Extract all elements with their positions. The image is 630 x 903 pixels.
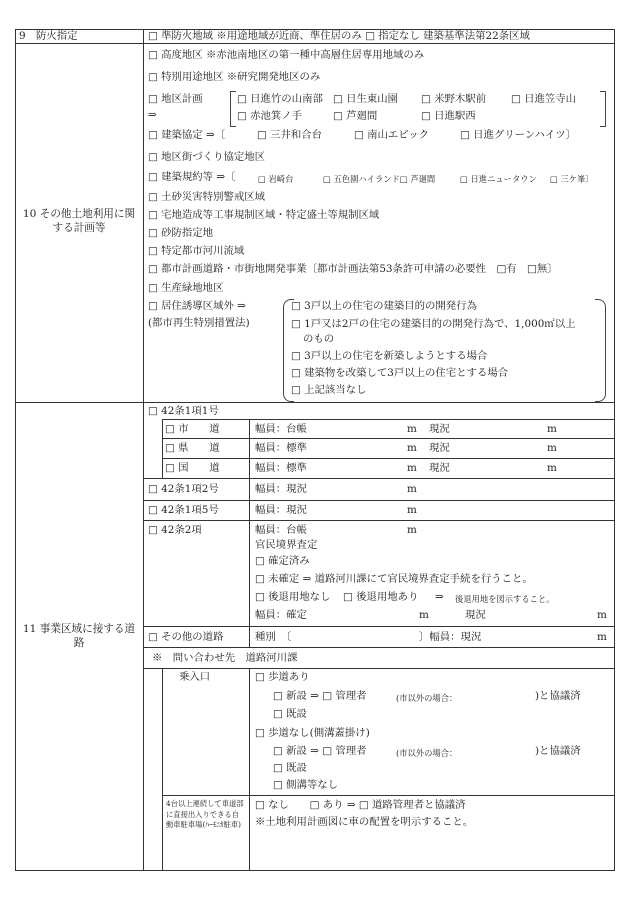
- rule: [15, 402, 615, 403]
- rule: [15, 29, 16, 871]
- width-register-label: 幅員：台帳: [255, 423, 307, 435]
- section-11-title: 11 事業区域に接する道路: [22, 623, 136, 649]
- manager-note: (市以外の場合：: [396, 693, 458, 703]
- sidewalk-no-checkbox[interactable]: □ 歩道なし(側溝蓋掛け): [255, 727, 370, 739]
- road-42-2-checkbox[interactable]: □ 42条2項: [148, 524, 202, 536]
- parking-note: ※土地利用計画図に車の配置を明示すること。: [255, 816, 474, 828]
- manager-note: (市以外の場合：: [396, 748, 458, 758]
- rule: [162, 458, 615, 459]
- community-agreement-checkbox[interactable]: □ 地区街づくり協定地区: [148, 151, 266, 163]
- induction-option-1[interactable]: □ 3戸以上の住宅の建築目的の開発行為: [291, 300, 477, 312]
- road-42-1-1-checkbox[interactable]: □ 42条1項1号: [148, 405, 219, 417]
- induction-option-3[interactable]: □ 3戸以上の住宅を新築しようとする場合: [291, 350, 488, 362]
- width-register-label: 幅員：台帳: [255, 524, 307, 536]
- district-plan-takenoyama[interactable]: □ 日進竹の山南部: [237, 93, 323, 105]
- rule: [614, 29, 615, 871]
- bracket-left: [230, 91, 236, 127]
- rule: [162, 795, 615, 796]
- building-agreement-checkbox[interactable]: □ 建築協定 ⇒〔: [148, 129, 226, 141]
- new-construction-checkbox[interactable]: □ 新設 ⇒ □ 管理者: [273, 690, 367, 702]
- building-rules-checkbox[interactable]: □ 建築規約等 ⇒〔: [148, 171, 236, 183]
- urban-river-basin-checkbox[interactable]: □ 特定都市河川流域: [148, 245, 245, 257]
- prefectural-road-checkbox[interactable]: □ 県 道: [165, 442, 220, 454]
- rules-iwasakidai[interactable]: □ 岩崎台: [258, 174, 294, 184]
- district-plan-checkbox[interactable]: □ 地区計画: [148, 93, 203, 105]
- residential-induction-checkbox[interactable]: □ 居住誘導区域外 ⇒: [148, 300, 246, 312]
- width-confirmed-label: 幅員：確定: [255, 609, 307, 621]
- unit-m: m: [547, 462, 557, 474]
- rule: [162, 419, 615, 420]
- current-label: 現況: [429, 442, 450, 454]
- unit-m: m: [407, 483, 417, 495]
- boundary-confirmed-checkbox[interactable]: □ 確定済み: [255, 555, 310, 567]
- driveway-label: 乗入口: [179, 671, 211, 683]
- unit-m: m: [407, 504, 417, 516]
- district-plan-arrow: ⇒: [148, 109, 157, 121]
- rule: [143, 668, 615, 669]
- sidewalk-yes-checkbox[interactable]: □ 歩道あり: [255, 671, 310, 683]
- current-label: 現況: [429, 423, 450, 435]
- contact-note: ※ 問い合わせ先 道路河川課: [152, 652, 298, 664]
- width-current-label: 幅員：現況: [255, 504, 307, 516]
- land-development-zone-checkbox[interactable]: □ 宅地造成等工事規制区域・特定盛土等規制区域: [148, 209, 380, 221]
- fire-prevention-options: □ 準防火地域 ※用途地域が近商、準住居のみ □ 指定なし 建築基準法第22条区域: [148, 30, 530, 42]
- unit-m: m: [547, 442, 557, 454]
- rule: [143, 626, 615, 627]
- setback-exists-checkbox[interactable]: □ 後退用地あり: [343, 591, 419, 603]
- setback-note: 後退用地を図示すること。: [455, 594, 555, 604]
- consulted-label: )と協議済: [535, 745, 581, 757]
- induction-option-4[interactable]: □ 建築物を改築して3戸以上の住宅とする場合: [291, 367, 509, 379]
- rule: [249, 419, 250, 648]
- setback-arrow: ⇒: [435, 591, 444, 603]
- rule: [143, 647, 615, 648]
- bracket-right: [595, 299, 606, 402]
- rule: [162, 668, 163, 871]
- city-road-checkbox[interactable]: □ 市 道: [165, 423, 220, 435]
- current-label: 現況: [429, 462, 450, 474]
- setback-none-checkbox[interactable]: □ 後退用地なし: [255, 591, 331, 603]
- rule: [15, 870, 615, 871]
- section-9-title: 9 防火指定: [19, 30, 78, 42]
- section-10-title: 10 その他土地利用に関する計画等: [22, 208, 136, 234]
- district-plan-ashibasama[interactable]: □ 芦廻間: [333, 110, 378, 122]
- district-plan-nissei[interactable]: □ 日生東山園: [333, 93, 399, 105]
- road-type-label: 種別 〔: [255, 631, 292, 643]
- district-plan-kasaderayama[interactable]: □ 日進笠寺山: [511, 93, 577, 105]
- rule: [143, 520, 615, 521]
- unit-m: m: [407, 423, 417, 435]
- unit-m: m: [407, 524, 417, 536]
- width-standard-label: 幅員：標準: [255, 442, 307, 454]
- existing-checkbox[interactable]: □ 既設: [273, 708, 307, 720]
- unit-m: m: [597, 609, 607, 621]
- boundary-unconfirmed-checkbox[interactable]: □ 未確定 ⇒ 道路河川課にて官民境界査定手続を行うこと。: [255, 573, 533, 585]
- induction-option-2-cont: のもの: [303, 333, 335, 345]
- unit-m: m: [597, 631, 607, 643]
- parking-label: 4台以上連続して車道部に直接出入りできる自動車駐車場(ﾊｰﾓﾆｶ駐車): [166, 799, 244, 829]
- road-42-1-2-checkbox[interactable]: □ 42条1項2号: [148, 483, 219, 495]
- other-road-checkbox[interactable]: □ その他の道路: [148, 631, 224, 643]
- current-label: 現況: [465, 609, 486, 621]
- width-current-label: 幅員：現況: [255, 483, 307, 495]
- rules-nisshin-newtown[interactable]: □ 日進ニュータウン: [460, 174, 537, 184]
- special-use-district-checkbox[interactable]: □ 特別用途地区 ※研究開発地区のみ: [148, 71, 321, 83]
- agreement-green-heights[interactable]: □ 日進グリーンハイツ〕: [460, 129, 577, 141]
- rule: [15, 43, 615, 44]
- district-plan-nisshin-west[interactable]: □ 日進駅西: [421, 110, 476, 122]
- agreement-mitsui[interactable]: □ 三井和合台: [257, 129, 323, 141]
- height-district-checkbox[interactable]: □ 高度地区 ※赤池南地区の第一種中高層住居専用地域のみ: [148, 49, 425, 61]
- landslide-zone-checkbox[interactable]: □ 土砂災害特別警戒区域: [148, 191, 266, 203]
- road-type-width-label: 〕幅員：現況: [419, 631, 482, 643]
- unit-m: m: [419, 609, 429, 621]
- parking-options[interactable]: □ なし □ あり ⇒ □ 道路管理者と協議済: [255, 799, 466, 811]
- induction-option-5[interactable]: □ 上記該当なし: [291, 384, 367, 396]
- district-plan-komenoki[interactable]: □ 米野木駅前: [421, 93, 487, 105]
- width-standard-label: 幅員：標準: [255, 462, 307, 474]
- rule: [162, 438, 615, 439]
- boundary-survey-label: 官民境界査定: [255, 539, 318, 551]
- agreement-nanzan[interactable]: □ 南山エピック: [354, 129, 430, 141]
- residential-induction-law: (都市再生特別措置法): [148, 317, 250, 329]
- unit-m: m: [407, 462, 417, 474]
- unit-m: m: [407, 442, 417, 454]
- rule: [162, 419, 163, 478]
- new-construction-checkbox[interactable]: □ 新設 ⇒ □ 管理者: [273, 745, 367, 757]
- erosion-control-checkbox[interactable]: □ 砂防指定地: [148, 227, 214, 239]
- rule: [143, 500, 615, 501]
- no-gutter-checkbox[interactable]: □ 側溝等なし: [273, 779, 339, 791]
- rules-goshikien[interactable]: □ 五色園ハイランド□ 芦廻間: [323, 174, 436, 184]
- rule: [143, 478, 615, 479]
- productive-green-checkbox[interactable]: □ 生産緑地地区: [148, 282, 224, 294]
- rule: [249, 668, 250, 871]
- induction-option-2[interactable]: □ 1戸又は2戸の住宅の建築目的の開発行為で、1,000㎡以上: [291, 318, 576, 330]
- rules-mikagamine[interactable]: □ 三ケ峯〕: [550, 174, 594, 184]
- existing-checkbox[interactable]: □ 既設: [273, 762, 307, 774]
- urban-planning-road-checkbox[interactable]: □ 都市計画道路・市街地開発事業〔都市計画法第53条許可申請の必要性 □有 □無〕: [148, 263, 558, 275]
- district-plan-akaike[interactable]: □ 赤池箕ノ手: [237, 110, 303, 122]
- road-42-1-5-checkbox[interactable]: □ 42条1項5号: [148, 504, 219, 516]
- unit-m: m: [547, 423, 557, 435]
- consulted-label: )と協議済: [535, 690, 581, 702]
- rule: [143, 29, 144, 871]
- bracket-right: [600, 91, 606, 127]
- form-sheet: [15, 29, 615, 871]
- national-road-checkbox[interactable]: □ 国 道: [165, 462, 220, 474]
